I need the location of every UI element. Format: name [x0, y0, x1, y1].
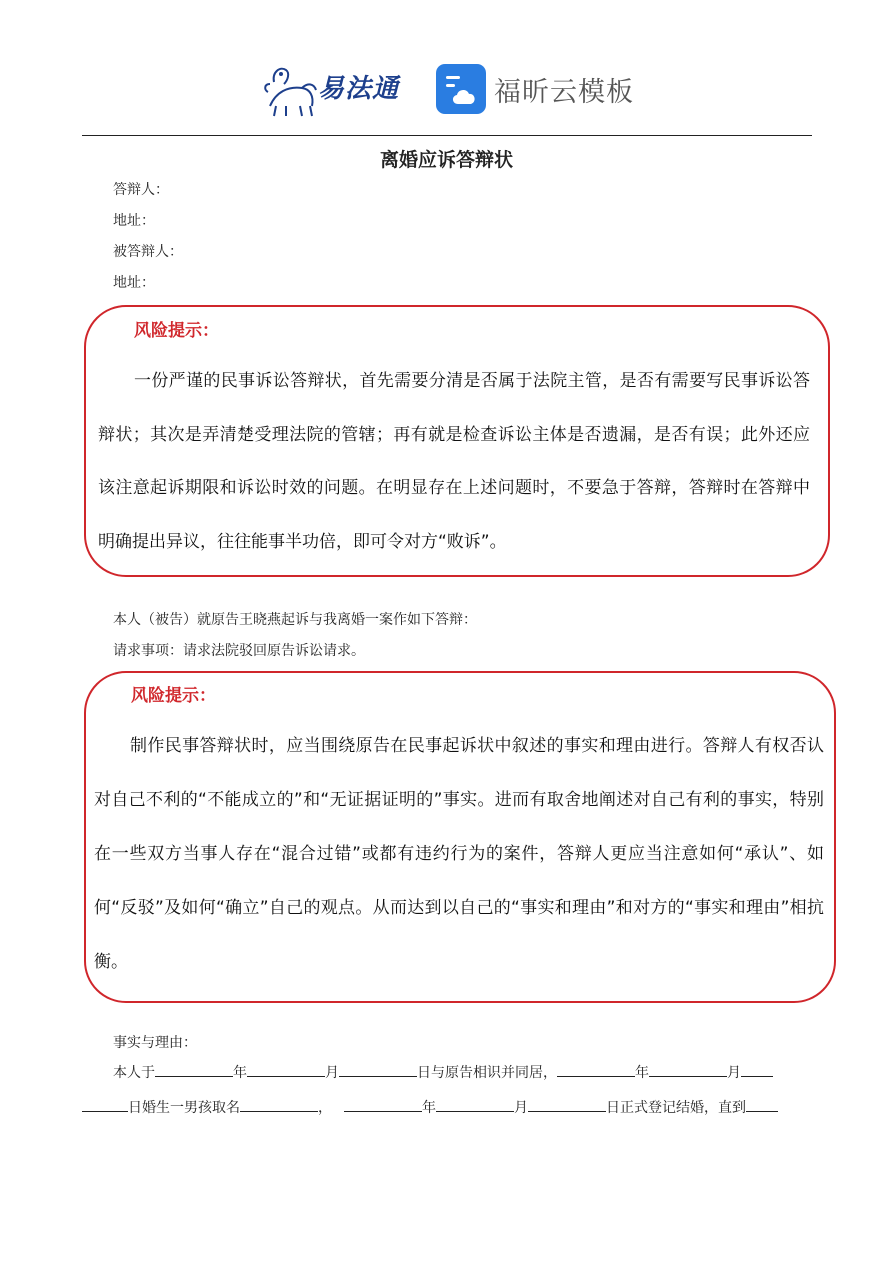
text-segment: 月: [514, 1100, 528, 1116]
field-plaintiff: 被答辩人：: [113, 244, 183, 260]
blank-day-met[interactable]: [339, 1062, 417, 1077]
statement: 本人（被告）就原告王晓燕起诉与我离婚一案作如下答辩：: [113, 612, 477, 628]
text-segment: 月: [325, 1065, 339, 1081]
text-segment: 月: [727, 1065, 741, 1081]
blank-month-met[interactable]: [247, 1062, 325, 1077]
text-segment: 日正式登记结婚，直到: [606, 1100, 746, 1116]
risk-tip-title-1: 风险提示：: [134, 321, 219, 341]
text-segment: 年: [422, 1100, 436, 1116]
blank-month-cohabit[interactable]: [649, 1062, 727, 1077]
blank-month-married[interactable]: [436, 1097, 514, 1112]
blank-day-married[interactable]: [528, 1097, 606, 1112]
text-segment: 日与原告相识并同居，: [417, 1065, 557, 1081]
blank-year-married[interactable]: [344, 1097, 422, 1112]
field-respondent: 答辩人：: [113, 182, 169, 198]
request: 请求事项：请求法院驳回原告诉讼请求。: [113, 643, 365, 659]
header-divider: [82, 135, 812, 136]
blank-until[interactable]: [746, 1097, 778, 1112]
blank-day-start[interactable]: [741, 1062, 773, 1077]
field-plaintiff-address: 地址：: [113, 275, 155, 291]
document-title: 离婚应诉答辩状: [379, 149, 513, 171]
foxit-cloud-icon: [436, 64, 486, 114]
blank-year-met[interactable]: [155, 1062, 233, 1077]
text-segment: 年: [233, 1065, 247, 1081]
text-segment: 本人于: [113, 1065, 155, 1081]
text-segment: ，: [318, 1100, 332, 1116]
field-respondent-address: 地址：: [113, 213, 155, 229]
risk-tip-text-1: 一份严谨的民事诉讼答辩状，首先需要分清是否属于法院主管，是否有需要写民事诉讼答辩状；其次是弄清楚受理法院的管辖；再有就是检查诉讼主体是否遗漏，是否有误；此外还应该注意起诉期限和诉讼时效的问题。在明显存在上述问题时，不要急于答辩，答辩时在答辩中明确提出异议，往往能事半功倍，即可令对方“败诉”。: [98, 371, 810, 552]
facts-line-2: [82, 1097, 812, 1118]
blank-child-name[interactable]: [240, 1097, 318, 1112]
facts-heading: 事实与理由：: [113, 1035, 197, 1051]
risk-tip-title-2: 风险提示：: [131, 686, 216, 706]
blank-year-cohabit[interactable]: [557, 1062, 635, 1077]
text-segment: 日婚生一男孩取名: [128, 1100, 240, 1116]
facts-line-1: [113, 1062, 812, 1083]
text-segment: 年: [635, 1065, 649, 1081]
header: [0, 58, 893, 124]
risk-tip-text-2: 制作民事答辩状时，应当围绕原告在民事起诉状中叙述的事实和理由进行。答辩人有权否认对自己不利的“不能成立的”和“无证据证明的”事实。进而有取舍地阐述对自己有利的事实，特别在一些双方当事人存在“混合过错”或都有违约行为的案件，答辩人更应当注意如何“承认”、如何“反驳”及如何“确立”自己的观点。从而达到以自己的“事实和理由”和对方的“事实和理由”相抗衡。: [94, 736, 824, 972]
brand-yifatong: 易法通: [318, 74, 400, 104]
brand-foxit-template: 福昕云模板: [494, 77, 634, 108]
blank-day-cont[interactable]: [82, 1097, 128, 1112]
